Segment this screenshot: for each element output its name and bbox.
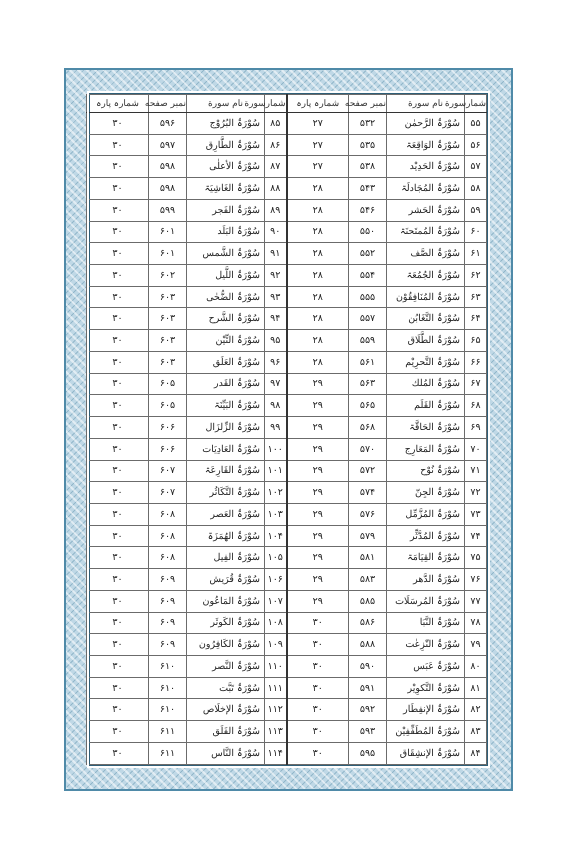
surah-name-right: سُوْرَۃُ المُرسَلَات [387,590,465,612]
surah-number-left: ۱۰۴ [265,525,287,547]
table-row [87,699,487,721]
page-number-right: ۵۷۹ [349,525,387,547]
page-number-right: ۵۸۸ [349,634,387,656]
page-number-right: ۵۵۵ [349,286,387,308]
surah-number-left: ۸۹ [265,199,287,221]
surah-name-left: سُوْرَۃُ الكَافِرُون [187,634,265,656]
page-number-left: ۵۹۶ [149,113,187,135]
page-number-right: ۵۹۵ [349,742,387,764]
surah-name-right: سُوْرَۃُ المَعَارِج [387,438,465,460]
surah-number-right: ۶۶ [465,351,487,373]
surah-name-left: سُوْرَۃُ اللَّیل [187,265,265,287]
page-number-right: ۵۳۲ [349,113,387,135]
surah-name-left: سُوْرَۃُ العَادِیَات [187,438,265,460]
header-surah-name-left: نام سورة [187,95,265,113]
para-number-left: ۳۰ [87,721,149,743]
page-number-right: ۵۷۲ [349,460,387,482]
page-number-left: ۶۱۰ [149,677,187,699]
decorative-border-frame [64,68,513,791]
surah-name-right: سُوْرَۃُ النَّبَا [387,612,465,634]
page-number-left: ۶۰۳ [149,286,187,308]
para-number-right: ۲۹ [287,482,349,504]
page-number-left: ۶۰۵ [149,373,187,395]
surah-name-left: سُوْرَۃُ النَّاس [187,742,265,764]
surah-name-right: سُوْرَۃُ المُزَّمِّل [387,503,465,525]
page-number-right: ۵۹۲ [349,699,387,721]
page-number-left: ۶۰۹ [149,634,187,656]
table-row [87,221,487,243]
surah-number-left: ۱۱۳ [265,721,287,743]
surah-name-right: سُوْرَۃُ المُدَّثِّر [387,525,465,547]
surah-name-right: سُوْرَۃُ الوَاقِعَۃ [387,134,465,156]
surah-name-left: سُوْرَۃُ الفَجر [187,199,265,221]
page-number-left: ۶۰۳ [149,308,187,330]
para-number-left: ۳۰ [87,503,149,525]
surah-name-right: سُوْرَۃُ الرَّحمٰن [387,113,465,135]
surah-number-right: ۷۷ [465,590,487,612]
surah-name-left: سُوْرَۃُ التِّیْن [187,330,265,352]
page-number-left: ۵۹۹ [149,199,187,221]
surah-name-left: سُوْرَۃُ قُرَیش [187,569,265,591]
surah-number-right: ۶۷ [465,373,487,395]
surah-number-right: ۸۰ [465,655,487,677]
surah-number-left: ۹۳ [265,286,287,308]
para-number-right: ۲۸ [287,286,349,308]
page-number-right: ۵۵۰ [349,221,387,243]
surah-number-right: ۷۹ [465,634,487,656]
table-row [87,243,487,265]
table-row [87,634,487,656]
surah-number-right: ۷۲ [465,482,487,504]
surah-number-left: ۸۵ [265,113,287,135]
surah-number-left: ۸۷ [265,156,287,178]
para-number-right: ۲۸ [287,351,349,373]
page-number-left: ۶۱۰ [149,655,187,677]
para-number-right: ۳۰ [287,655,349,677]
table-row [87,569,487,591]
surah-name-right: سُوْرَۃُ المُلك [387,373,465,395]
para-number-right: ۲۸ [287,308,349,330]
surah-name-right: سُوْرَۃُ نُوْح [387,460,465,482]
page-number-left: ۶۰۸ [149,525,187,547]
para-number-left: ۳۰ [87,569,149,591]
surah-index-table [86,94,487,765]
surah-number-left: ۱۰۱ [265,460,287,482]
page-number-right: ۵۶۳ [349,373,387,395]
surah-number-left: ۱۰۹ [265,634,287,656]
page-number-right: ۵۹۰ [349,655,387,677]
header-page-no-left: نمبر صفحه [149,95,187,113]
surah-number-right: ۵۵ [465,113,487,135]
surah-number-left: ۱۱۱ [265,677,287,699]
para-number-right: ۲۹ [287,373,349,395]
para-number-right: ۳۰ [287,612,349,634]
para-number-right: ۲۸ [287,265,349,287]
surah-number-left: ۱۰۸ [265,612,287,634]
surah-number-left: ۱۰۳ [265,503,287,525]
page-number-left: ۶۰۷ [149,482,187,504]
para-number-left: ۳۰ [87,460,149,482]
para-number-right: ۲۹ [287,590,349,612]
surah-index-panel [89,93,488,766]
table-row [87,373,487,395]
page-number-right: ۵۵۴ [349,265,387,287]
surah-name-right: سُوْرَۃُ القِیَامَۃ [387,547,465,569]
para-number-left: ۳۰ [87,286,149,308]
para-number-left: ۳۰ [87,308,149,330]
surah-number-right: ۵۶ [465,134,487,156]
page-number-left: ۵۹۸ [149,156,187,178]
surah-number-left: ۱۰۰ [265,438,287,460]
surah-number-right: ۶۸ [465,395,487,417]
page-number-right: ۵۷۴ [349,482,387,504]
para-number-right: ۲۹ [287,525,349,547]
surah-name-right: سُوْرَۃُ الإنفِطَار [387,699,465,721]
page-number-left: ۶۰۱ [149,243,187,265]
surah-number-right: ۶۲ [465,265,487,287]
surah-number-left: ۱۱۴ [265,742,287,764]
page-number-left: ۶۰۱ [149,221,187,243]
page-number-right: ۵۹۳ [349,721,387,743]
page-number-left: ۵۹۸ [149,178,187,200]
surah-number-right: ۶۰ [465,221,487,243]
page-number-left: ۶۰۳ [149,330,187,352]
surah-name-right: سُوْرَۃُ الحَشر [387,199,465,221]
surah-number-left: ۹۹ [265,417,287,439]
page-number-right: ۵۸۶ [349,612,387,634]
para-number-right: ۲۹ [287,395,349,417]
surah-number-right: ۸۴ [465,742,487,764]
header-surah-no-left: شمارسورة [265,95,287,113]
surah-name-right: سُوْرَۃُ الحَدِیْد [387,156,465,178]
surah-name-left: سُوْرَۃُ الزِّلزَال [187,417,265,439]
para-number-right: ۲۸ [287,199,349,221]
para-number-left: ۳۰ [87,482,149,504]
table-row [87,438,487,460]
table-row [87,265,487,287]
surah-number-right: ۷۶ [465,569,487,591]
surah-name-left: سُوْرَۃُ التَّكَاثُر [187,482,265,504]
para-number-left: ۳۰ [87,156,149,178]
surah-number-right: ۵۸ [465,178,487,200]
surah-number-right: ۶۹ [465,417,487,439]
para-number-left: ۳۰ [87,221,149,243]
table-row [87,742,487,764]
surah-name-left: سُوْرَۃُ القَدر [187,373,265,395]
para-number-right: ۳۰ [287,634,349,656]
table-row [87,482,487,504]
para-number-left: ۳۰ [87,634,149,656]
para-number-right: ۲۹ [287,438,349,460]
page-number-right: ۵۵۲ [349,243,387,265]
surah-number-right: ۸۱ [465,677,487,699]
surah-name-left: سُوْرَۃُ الفِیل [187,547,265,569]
surah-name-right: سُوْرَۃُ عَبَس [387,655,465,677]
para-number-right: ۲۸ [287,243,349,265]
page-number-right: ۵۵۹ [349,330,387,352]
para-number-right: ۳۰ [287,677,349,699]
para-number-right: ۲۹ [287,417,349,439]
header-para-no-left: شمارہ پارہ [87,95,149,113]
para-number-right: ۲۷ [287,156,349,178]
table-row [87,308,487,330]
surah-number-right: ۶۱ [465,243,487,265]
table-row [87,330,487,352]
para-number-left: ۳۰ [87,655,149,677]
surah-name-right: سُوْرَۃُ المُمتَحنَۃ [387,221,465,243]
para-number-right: ۲۸ [287,178,349,200]
surah-name-right: سُوْرَۃُ الإنشِقَاق [387,742,465,764]
surah-number-left: ۸۸ [265,178,287,200]
para-number-left: ۳۰ [87,699,149,721]
page-number-left: ۶۰۶ [149,417,187,439]
table-row [87,547,487,569]
table-row [87,721,487,743]
page-number-right: ۵۴۳ [349,178,387,200]
page-number-left: ۶۰۵ [149,395,187,417]
surah-number-left: ۹۶ [265,351,287,373]
surah-name-left: سُوْرَۃُ الأعلٰی [187,156,265,178]
surah-number-right: ۸۳ [465,721,487,743]
surah-name-left: سُوْرَۃُ النَّصر [187,655,265,677]
surah-number-right: ۶۴ [465,308,487,330]
page-number-right: ۵۷۰ [349,438,387,460]
para-number-left: ۳۰ [87,525,149,547]
para-number-right: ۳۰ [287,742,349,764]
surah-number-right: ۷۵ [465,547,487,569]
surah-name-right: سُوْرَۃُ الطَّلَاق [387,330,465,352]
para-number-left: ۳۰ [87,134,149,156]
page-number-right: ۵۶۸ [349,417,387,439]
surah-name-left: سُوْرَۃُ الكَوثَر [187,612,265,634]
surah-name-left: سُوْرَۃُ البُرُوْج [187,113,265,135]
page-number-left: ۵۹۷ [149,134,187,156]
page-number-left: ۶۰۹ [149,612,187,634]
surah-name-left: سُوْرَۃُ القَارِعَۃ [187,460,265,482]
surah-name-left: سُوْرَۃُ الهُمَزَۃ [187,525,265,547]
surah-number-left: ۱۱۰ [265,655,287,677]
surah-name-left: سُوْرَۃُ الطَّارِق [187,134,265,156]
table-row [87,677,487,699]
surah-number-right: ۷۳ [465,503,487,525]
surah-name-right: سُوْرَۃُ المُطَفِّفِیْن [387,721,465,743]
page-number-left: ۶۱۱ [149,721,187,743]
para-number-left: ۳۰ [87,178,149,200]
surah-name-right: سُوْرَۃُ الصَّف [387,243,465,265]
surah-name-right: سُوْرَۃُ الدَّھر [387,569,465,591]
para-number-right: ۳۰ [287,721,349,743]
para-number-right: ۳۰ [287,699,349,721]
para-number-right: ۲۷ [287,113,349,135]
surah-name-left: سُوْرَۃُ المَاعُون [187,590,265,612]
para-number-left: ۳۰ [87,199,149,221]
page-number-left: ۶۰۸ [149,547,187,569]
page-number-left: ۶۱۱ [149,742,187,764]
surah-number-right: ۵۹ [465,199,487,221]
surah-number-right: ۶۵ [465,330,487,352]
para-number-left: ۳۰ [87,742,149,764]
para-number-left: ۳۰ [87,590,149,612]
surah-number-right: ۵۷ [465,156,487,178]
table-row [87,655,487,677]
surah-number-right: ۷۱ [465,460,487,482]
page-number-right: ۵۷۶ [349,503,387,525]
header-surah-name-right: نام سورة [387,95,465,113]
page-number-right: ۵۶۵ [349,395,387,417]
table-row [87,503,487,525]
table-row [87,286,487,308]
page-number-right: ۵۳۵ [349,134,387,156]
surah-number-left: ۹۱ [265,243,287,265]
page-number-left: ۶۰۶ [149,438,187,460]
page-number-left: ۶۰۳ [149,351,187,373]
surah-name-left: سُوْرَۃُ الإخلَاص [187,699,265,721]
surah-name-right: سُوْرَۃُ التَّكوِیْر [387,677,465,699]
surah-number-left: ۱۱۲ [265,699,287,721]
table-row [87,199,487,221]
surah-number-left: ۸۶ [265,134,287,156]
page-number-right: ۵۵۷ [349,308,387,330]
surah-name-right: سُوْرَۃُ المُجَادلَۃ [387,178,465,200]
para-number-left: ۳۰ [87,330,149,352]
para-number-left: ۳۰ [87,612,149,634]
surah-name-right: سُوْرَۃُ الحَاقَّۃ [387,417,465,439]
surah-name-right: سُوْرَۃُ النّٰزِعٰت [387,634,465,656]
surah-number-right: ۷۸ [465,612,487,634]
header-surah-no-right: شمارسورة [465,95,487,113]
page-number-left: ۶۰۷ [149,460,187,482]
para-number-left: ۳۰ [87,547,149,569]
page-number-right: ۵۸۵ [349,590,387,612]
para-number-right: ۲۷ [287,134,349,156]
surah-number-right: ۷۴ [465,525,487,547]
surah-name-right: سُوْرَۃُ الجِنّ [387,482,465,504]
surah-number-left: ۹۰ [265,221,287,243]
page-number-right: ۵۳۸ [349,156,387,178]
table-row [87,525,487,547]
surah-name-right: سُوْرَۃُ الجُمُعَۃ [387,265,465,287]
para-number-left: ۳۰ [87,243,149,265]
surah-number-left: ۹۲ [265,265,287,287]
table-row [87,178,487,200]
table-row [87,113,487,135]
page-number-left: ۶۱۰ [149,699,187,721]
surah-name-right: سُوْرَۃُ التَّغَابُن [387,308,465,330]
para-number-left: ۳۰ [87,351,149,373]
surah-name-left: سُوْرَۃُ الشَّمس [187,243,265,265]
page-number-left: ۶۰۹ [149,590,187,612]
surah-name-left: سُوْرَۃُ الغَاشِیَۃ [187,178,265,200]
surah-number-left: ۹۷ [265,373,287,395]
para-number-left: ۳۰ [87,677,149,699]
page-number-right: ۵۹۱ [349,677,387,699]
table-row [87,590,487,612]
para-number-left: ۳۰ [87,113,149,135]
surah-name-left: سُوْرَۃُ البَیِّنَۃ [187,395,265,417]
surah-name-left: سُوْرَۃُ العَلَق [187,351,265,373]
surah-name-right: سُوْرَۃُ القَلَم [387,395,465,417]
surah-number-left: ۹۴ [265,308,287,330]
surah-number-right: ۸۲ [465,699,487,721]
surah-name-left: سُوْرَۃُ الضُّحٰی [187,286,265,308]
surah-number-left: ۱۰۲ [265,482,287,504]
surah-name-left: سُوْرَۃُ الفَلَق [187,721,265,743]
page-number-right: ۵۸۱ [349,547,387,569]
table-body [87,113,487,765]
table-row [87,156,487,178]
page-number-left: ۶۰۹ [149,569,187,591]
page-number-left: ۶۰۸ [149,503,187,525]
surah-number-left: ۹۵ [265,330,287,352]
surah-number-left: ۹۸ [265,395,287,417]
para-number-right: ۲۹ [287,460,349,482]
surah-name-left: سُوْرَۃُ العَصر [187,503,265,525]
table-row [87,351,487,373]
surah-name-left: سُوْرَۃُ البَلَد [187,221,265,243]
para-number-right: ۲۸ [287,330,349,352]
para-number-right: ۲۸ [287,221,349,243]
para-number-right: ۲۹ [287,569,349,591]
para-number-left: ۳۰ [87,265,149,287]
page-number-right: ۵۶۱ [349,351,387,373]
table-row [87,134,487,156]
table-row [87,417,487,439]
table-row [87,395,487,417]
para-number-right: ۲۹ [287,547,349,569]
surah-name-left: سُوْرَۃُ تَبَّت [187,677,265,699]
surah-number-right: ۶۳ [465,286,487,308]
header-para-no-right: شمارہ پارہ [287,95,349,113]
page-number-right: ۵۸۳ [349,569,387,591]
surah-number-right: ۷۰ [465,438,487,460]
surah-number-left: ۱۰۵ [265,547,287,569]
header-page-no-right: نمبر صفحه [349,95,387,113]
para-number-left: ۳۰ [87,438,149,460]
para-number-right: ۲۹ [287,503,349,525]
surah-name-right: سُوْرَۃُ التَّحرِیْم [387,351,465,373]
surah-name-right: سُوْرَۃُ المُنَافِقُوْن [387,286,465,308]
surah-number-left: ۱۰۶ [265,569,287,591]
para-number-left: ۳۰ [87,395,149,417]
page-number-left: ۶۰۲ [149,265,187,287]
page-number-right: ۵۴۶ [349,199,387,221]
table-row [87,612,487,634]
table-row [87,460,487,482]
surah-number-left: ۱۰۷ [265,590,287,612]
table-header-row [87,95,487,113]
surah-name-left: سُوْرَۃُ الشَّرح [187,308,265,330]
para-number-left: ۳۰ [87,417,149,439]
para-number-left: ۳۰ [87,373,149,395]
